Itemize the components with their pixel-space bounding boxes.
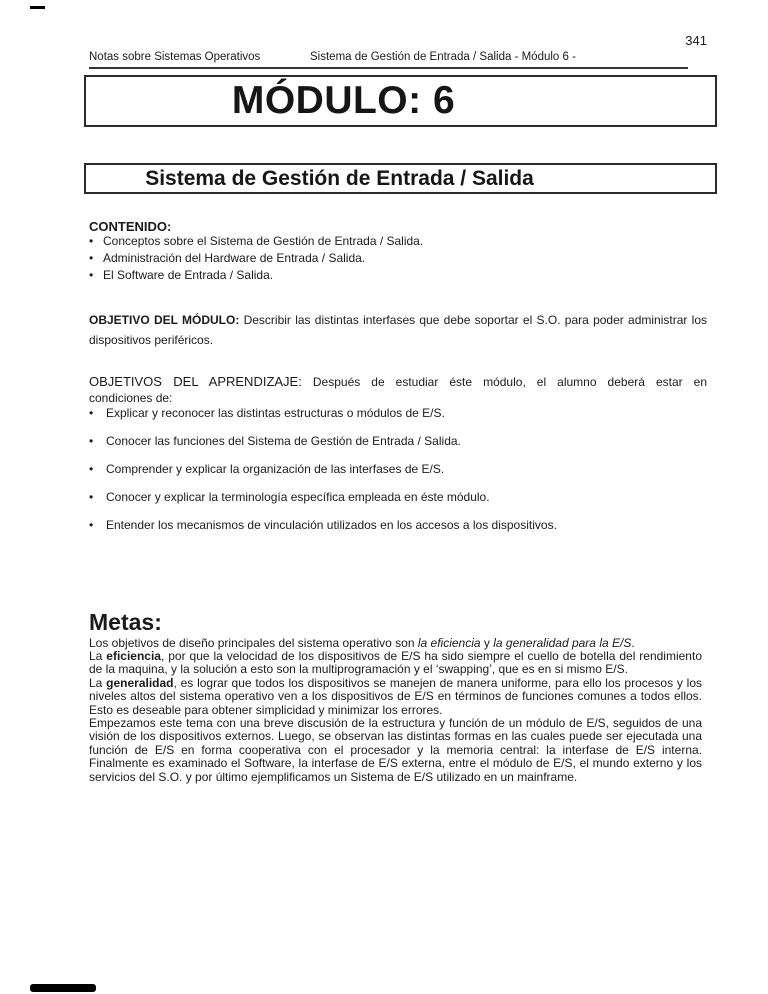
list-item [89,267,707,284]
text-run: OBJETIVOS DEL APRENDIZAJE: [89,373,302,389]
list-item-text: Conocer las funciones del Sistema de Gestión de Entrada / Salida. [106,433,461,448]
list-item-text: Entender los mecanismos de vinculación utilizados en los accesos a los dispositivos. [106,517,557,532]
metas-heading: Metas: [89,608,162,635]
module-title-box [84,75,717,127]
paragraph-line-group [89,677,702,717]
bullet-icon: • [89,517,94,532]
list-item [89,518,707,532]
list-item [89,250,707,267]
bullet-icon: • [89,251,94,266]
text-run: La [89,675,107,690]
header-right-text: Sistema de Gestión de Entrada / Salida - Módulo 6 - [310,51,576,63]
list-item [89,490,707,504]
module-subtitle: Sistema de Gestión de Entrada / Salida [145,166,534,190]
paragraph-line-group [89,717,702,784]
paragraph-line-group [89,650,702,677]
text-run: Los objetivos de diseño principales del sistema operativo son [89,635,418,650]
bullet-icon: • [89,461,94,476]
objetivos-aprendizaje-list [89,406,707,532]
aprendizaje-intro-line2: condiciones de: [89,390,173,405]
list-item [89,406,707,420]
paragraph-line-group [89,637,702,650]
text-run: Después de estudiar éste módulo, el alumno deberá estar en [301,374,708,389]
list-item-text: Administración del Hardware de Entrada / Salida. [103,251,366,266]
paragraph-line-group [89,310,707,350]
list-item [89,434,707,448]
scan-artifact-bottom [30,984,96,992]
text-run: . [631,635,635,650]
page-number: 341 [685,33,707,48]
list-item-text: Comprender y explicar la organización de las interfases de E/S. [106,461,445,476]
module-title: MÓDULO: 6 [231,79,456,122]
text-run: OBJETIVO DEL MÓDULO: [89,312,240,327]
bullet-icon: • [89,489,94,504]
text-run: y [480,635,494,650]
list-item-text: Explicar y reconocer las distintas estructuras o módulos de E/S. [106,405,445,420]
bullet-icon: • [89,234,94,248]
list-item [89,233,707,250]
text-run: eficiencia [106,649,161,664]
page-header [89,51,707,64]
objetivo-modulo-paragraph [89,310,707,350]
list-item-text: El Software de Entrada / Salida. [103,268,274,283]
scan-artifact-top [30,6,45,9]
header-left-text: Notas sobre Sistemas Operativos [89,51,261,63]
objetivos-aprendizaje-intro [89,374,707,406]
list-item [89,462,707,476]
text-run: , es lograr que todos los dispositivos se manejen de manera uniforme, para ello los procesos y los niveles altos del sistema operativo ven a los dispositivos de E/S en términos de funciones comunes a todos ellos. Esto es deseable para obtener simplicidad y minimizar los errores. [89,675,702,717]
text-run: La [89,649,107,664]
module-subtitle-box [84,163,717,194]
text-run: Describir las distintas interfases que debe soportar el S.O. para poder administrar los dispositivos periféricos. [89,312,707,347]
bullet-icon: • [89,433,94,448]
list-item-text: Conceptos sobre el Sistema de Gestión de Entrada / Salida. [103,234,424,248]
document-page [89,0,707,784]
text-run: , por que la velocidad de los dispositivos de E/S ha sido siempre el cuello de botella del rendimiento de la maquina, y la solución a esto son la multiprogramación y el ‘swapping’, que es en si mismo E/S. [89,649,702,677]
metas-paragraph [89,637,702,784]
bullet-icon: • [89,405,94,420]
text-run: la eficiencia [417,635,481,650]
list-item-text: Conocer y explicar la terminología específica empleada en éste módulo. [106,489,490,504]
contenido-heading: CONTENIDO: [89,219,172,234]
bullet-icon: • [89,268,94,283]
text-run: generalidad [106,675,174,690]
paragraph-line-group [89,374,707,390]
contenido-list [89,233,707,285]
header-divider [89,67,688,69]
aprendizaje-intro-line1 [89,374,707,390]
text-run: Empezamos este tema con una breve discusión de la estructura y función de un módulo de E/S, seguidos de una visión de los dispositivos externos. Luego, se observan las distintas formas en las cuales puede ser ejecutada una función de E/S en forma cooperativa con el procesador y la memoria central: la interfase de E/S interna. Finalmente es examinado el Software, la interfase de E/S externa, entre el módulo de E/S, el mundo externo y los servicios del S.O. y por último ejemplificamos un Sistema de E/S utilizado en un mainframe. [89,716,702,784]
text-run: la generalidad para la E/S [493,635,632,650]
